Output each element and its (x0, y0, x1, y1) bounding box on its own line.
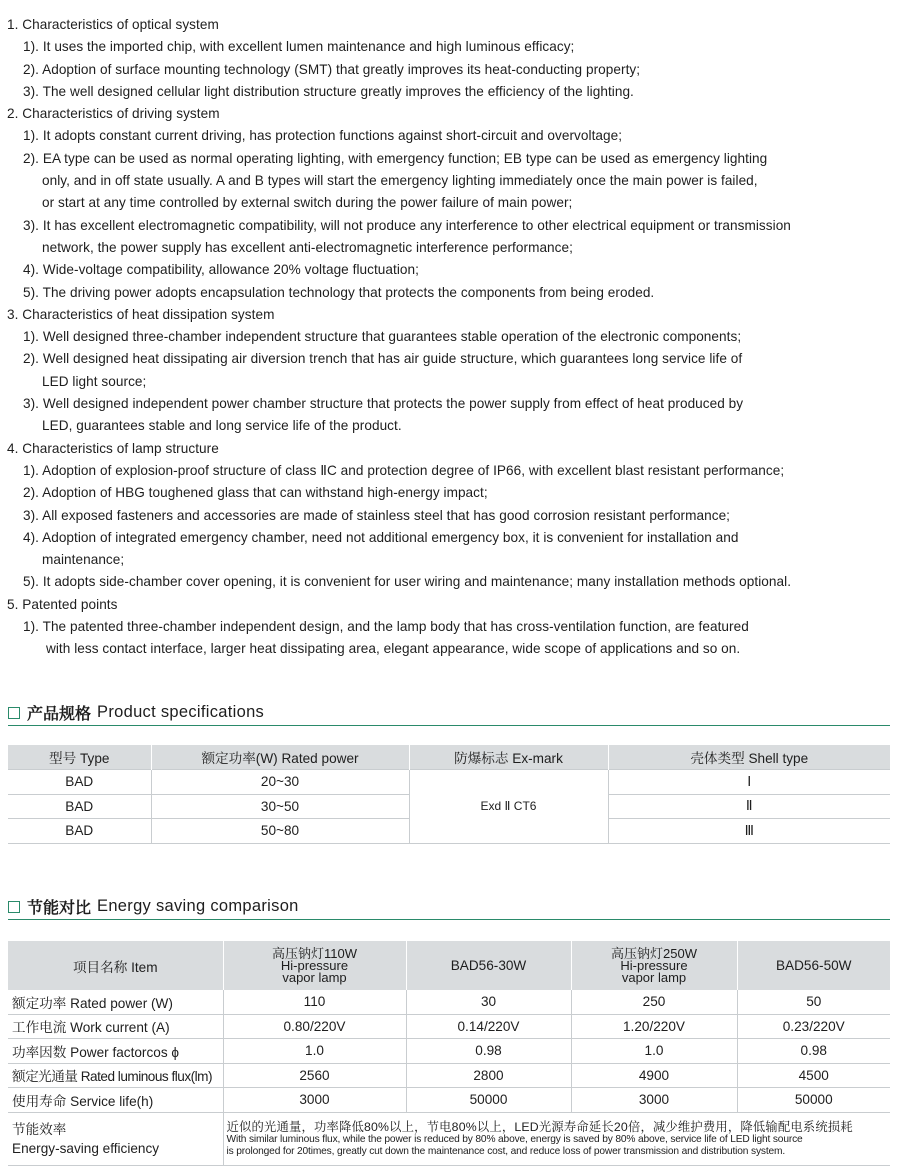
list-item: 5). The driving power adopts encapsulation technology that protects the components from being eroded. (23, 284, 655, 300)
spec-shell-cell: Ⅲ (608, 819, 890, 844)
spec-header-shell: 壳体类型 Shell type (608, 745, 890, 770)
list-item: 1). It adopts constant current driving, has protection functions against short-circuit and overvoltage; (23, 128, 623, 144)
energy-title-cn: 节能对比 (27, 900, 92, 917)
spec-header-type: 型号 Type (8, 745, 151, 770)
energy-title-en: Energy saving comparison (97, 897, 299, 915)
efficiency-text-en2: is prolonged for 20times, greatly cut down the maintenance cost, and reduce loss of power transmission and distribution system. (226, 1145, 786, 1157)
energy-value-cell: 110 (223, 990, 406, 1014)
energy-header-col1 (223, 941, 406, 990)
energy-row-label: 使用寿命 Service life(h) (8, 1088, 223, 1113)
table-row (8, 1063, 890, 1088)
energy-header-col3-en2: vapor lamp (621, 969, 687, 985)
energy-value-cell: 4500 (737, 1063, 890, 1088)
energy-header-row (8, 941, 890, 990)
list-item: or start at any time controlled by external switch during the power failure of main power; (42, 195, 573, 211)
spec-shell-cell: Ⅰ (608, 770, 890, 795)
efficiency-label-en: Energy-saving efficiency (12, 1140, 160, 1156)
list-item: only, and in off state usually. A and B types will start the emergency lighting immediately once the main power is failed, (42, 173, 758, 189)
energy-value-cell: 0.14/220V (406, 1014, 571, 1039)
energy-header-item: 项目名称 Item (8, 941, 223, 990)
section-heading: 1. Characteristics of optical system (7, 17, 219, 32)
list-item: 5). It adopts side-chamber cover opening, it is convenient for user wiring and maintenance; many installation methods optional. (23, 574, 792, 590)
list-item: 1). It uses the imported chip, with excellent lumen maintenance and high luminous efficacy; (23, 39, 575, 55)
energy-section-header (8, 895, 299, 918)
square-bullet-icon (8, 901, 20, 913)
energy-value-cell: 4900 (571, 1063, 737, 1088)
square-bullet-icon (8, 707, 20, 719)
list-item: 1). Adoption of explosion-proof structure of class ⅡC and protection degree of IP66, with excellent blast resistant performance; (23, 462, 785, 478)
energy-value-cell: 50000 (737, 1088, 890, 1113)
list-item: with less contact interface, larger heat dissipating area, elegant appearance, wide scope of applications and so on. (46, 641, 741, 657)
list-item: 2). Adoption of HBG toughened glass that can withstand high-energy impact; (23, 485, 488, 501)
energy-row-label: 工作电流 Work current (A) (8, 1014, 223, 1039)
efficiency-text (223, 1112, 890, 1165)
efficiency-label (8, 1112, 223, 1165)
energy-value-cell: 1.20/220V (571, 1014, 737, 1039)
list-item: LED light source; (42, 373, 147, 389)
energy-header-col2: BAD56-30W (406, 941, 571, 990)
list-item: 2). Well designed heat dissipating air diversion trench that has air guide structure, which guarantees long service life of (23, 351, 743, 367)
spec-title-cn: 产品规格 (27, 706, 92, 723)
section-heading: 2. Characteristics of driving system (7, 106, 220, 122)
list-item: 3). All exposed fasteners and accessories are made of stainless steel that has good corrosion resistant performance; (23, 507, 731, 523)
list-item: maintenance; (42, 552, 125, 568)
energy-row-label: 额定功率 Rated power (W) (8, 990, 223, 1014)
energy-value-cell: 0.98 (737, 1039, 890, 1064)
features-list (0, 14, 900, 661)
energy-value-cell: 50 (737, 990, 890, 1014)
list-item: 4). Wide-voltage compatibility, allowance 20% voltage fluctuation; (23, 262, 419, 278)
energy-header-col4: BAD56-50W (737, 941, 890, 990)
spec-divider (8, 725, 890, 726)
energy-value-cell: 30 (406, 990, 571, 1014)
list-item: 3). It has excellent electromagnetic compatibility, will not produce any interference to other electrical equipment or transmission (23, 217, 791, 233)
section-heading: 4. Characteristics of lamp structure (7, 440, 219, 456)
energy-value-cell: 1.0 (571, 1039, 737, 1064)
efficiency-text-cn: 近似的光通量，功率降低80%以上，节电80%以上，LED光源寿命延长20倍，减少维护费用，降低输配电系统损耗 (226, 1120, 853, 1134)
spec-exmark-cell: Exd Ⅱ CT6 (409, 770, 608, 844)
spec-type-cell: BAD (8, 794, 151, 819)
energy-header-col3-en1: Hi-pressure (620, 957, 688, 973)
section-heading: 3. Characteristics of heat dissipation system (7, 306, 275, 322)
list-item: network, the power supply has excellent anti-electromagnetic interference performance; (42, 239, 573, 255)
energy-value-cell: 0.80/220V (223, 1014, 406, 1039)
energy-value-cell: 3000 (571, 1088, 737, 1113)
section-heading: 5. Patented points (7, 596, 118, 612)
energy-value-cell: 2560 (223, 1063, 406, 1088)
spec-shell-cell: Ⅱ (608, 794, 890, 819)
energy-value-cell: 0.23/220V (737, 1014, 890, 1039)
energy-value-cell: 0.98 (406, 1039, 571, 1064)
energy-table (8, 941, 890, 1166)
list-item: 1). The patented three-chamber independent design, and the lamp body that has cross-ventilation function, are featured (23, 619, 749, 635)
energy-value-cell: 1.0 (223, 1039, 406, 1064)
energy-row-label: 额定光通量 Rated luminous flux(lm) (8, 1063, 223, 1088)
energy-header-col1-en1: Hi-pressure (280, 957, 349, 973)
table-row (8, 770, 890, 795)
spec-table (8, 745, 890, 844)
energy-row-label: 功率因数 Power factorcos ϕ (8, 1039, 223, 1064)
energy-header-col1-en2: vapor lamp (282, 969, 347, 985)
efficiency-label-cn: 节能效率 (12, 1121, 67, 1137)
table-row (8, 990, 890, 1014)
spec-title-en: Product specifications (97, 703, 265, 721)
table-row (8, 1088, 890, 1113)
spec-type-cell: BAD (8, 819, 151, 844)
energy-header-col3-cn: 高压钠灯250W (611, 945, 697, 961)
table-row (8, 1039, 890, 1064)
table-row (8, 1014, 890, 1039)
list-item: 2). Adoption of surface mounting technology (SMT) that greatly improves its heat-conducting property; (23, 61, 641, 77)
spec-type-cell: BAD (8, 770, 151, 795)
table-row (8, 1112, 890, 1165)
efficiency-text-en1: With similar luminous flux, while the power is reduced by 80% above, energy is saved by 80% above, service life of LED light source (226, 1134, 803, 1145)
list-item: LED, guarantees stable and long service life of the product. (42, 418, 402, 434)
energy-value-cell: 50000 (406, 1088, 571, 1113)
spec-header-row (8, 745, 890, 770)
spec-power-cell: 50~80 (151, 819, 409, 844)
spec-power-cell: 20~30 (151, 770, 409, 795)
energy-header-col1-cn: 高压钠灯110W (272, 945, 357, 961)
list-item: 4). Adoption of integrated emergency chamber, need not additional emergency box, it is convenient for installation and (23, 529, 739, 545)
energy-value-cell: 250 (571, 990, 737, 1014)
energy-value-cell: 3000 (223, 1088, 406, 1113)
list-item: 2). EA type can be used as normal operating lighting, with emergency function; EB type can be used as emergency lighting (23, 150, 768, 166)
list-item: 3). Well designed independent power chamber structure that protects the power supply from effect of heat produced by (23, 396, 744, 412)
energy-divider (8, 919, 890, 920)
list-item: 1). Well designed three-chamber independent structure that guarantees stable operation of the electronic components; (23, 329, 742, 345)
energy-value-cell: 2800 (406, 1063, 571, 1088)
list-item: 3). The well designed cellular light distribution structure greatly improves the efficiency of the lighting. (23, 83, 634, 99)
spec-power-cell: 30~50 (151, 794, 409, 819)
spec-header-power: 额定功率(W) Rated power (151, 745, 409, 770)
spec-section-header (8, 701, 264, 724)
energy-header-col3 (571, 941, 737, 990)
spec-header-exmark: 防爆标志 Ex-mark (409, 745, 608, 770)
